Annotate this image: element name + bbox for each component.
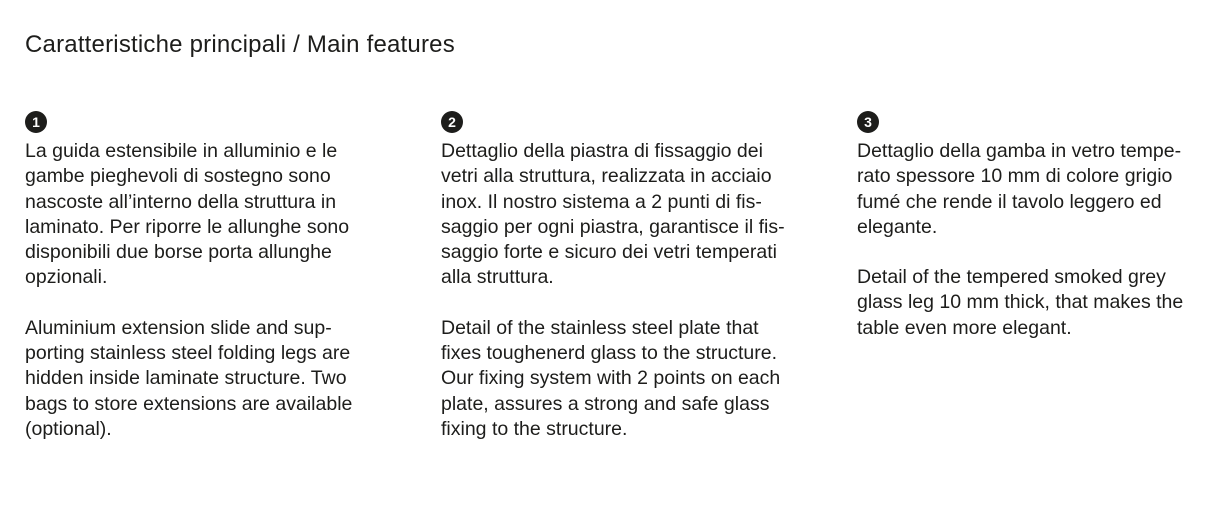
feature-number-badge-1: 1: [25, 111, 47, 133]
page-title: Caratteristiche principali / Main features: [25, 31, 455, 58]
feature-column-3: [857, 111, 1217, 341]
feature-column-2: [441, 111, 801, 442]
feature-2-italian-text: Dettaglio della piastra di fissaggio dei vetri alla struttura, realizzata in acciaio inox. Il nostro sistema a 2 punti di fis- saggio per ogni piastra, garantisce il fis- saggio forte e sicuro dei vetri temperati alla struttura.: [441, 140, 785, 289]
feature-3-italian-text: Dettaglio della gamba in vetro tempe- rato spessore 10 mm di colore grigio fumé che rende il tavolo leggero ed elegante.: [857, 140, 1182, 238]
feature-number-badge-3: 3: [857, 111, 879, 133]
feature-number-badge-2: 2: [441, 111, 463, 133]
feature-column-1: [25, 111, 385, 442]
feature-1-italian-text: La guida estensibile in alluminio e le gambe pieghevoli di sostegno sono nascoste all’interno della struttura in laminato. Per riporre le allunghe sono disponibili due borse porta allunghe opzionali.: [25, 140, 350, 289]
feature-1-english-text: Aluminium extension slide and sup- porting stainless steel folding legs are hidden inside laminate structure. Two bags to store extensions are available (optional).: [25, 316, 353, 440]
feature-2-english-text: Detail of the stainless steel plate that fixes toughenerd glass to the structure. Our fixing system with 2 points on each plate, assures a strong and safe glass fixing to the structure.: [441, 316, 781, 440]
feature-3-english-text: Detail of the tempered smoked grey glass leg 10 mm thick, that makes the table even more elegant.: [857, 266, 1184, 339]
